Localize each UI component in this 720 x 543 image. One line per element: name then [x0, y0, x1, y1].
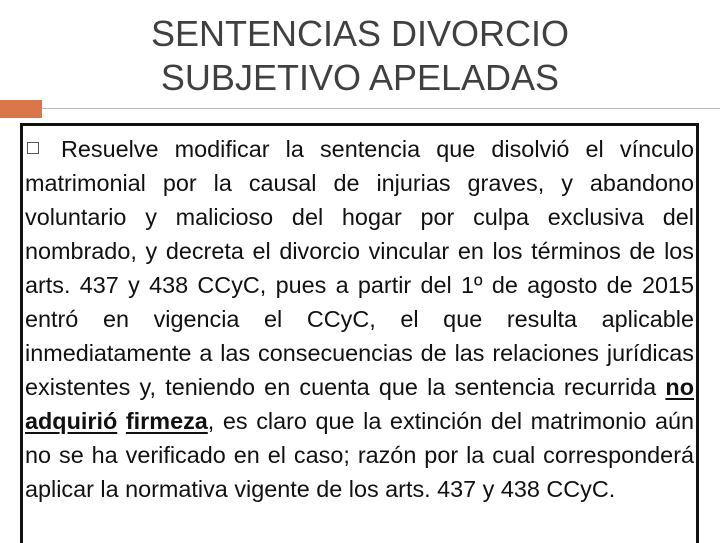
slide-title	[60, 12, 660, 100]
square-bullet-icon	[27, 142, 39, 154]
emphasis-no-adquirio: no adquirió	[25, 374, 694, 434]
paragraph-text-2: , es claro que la extinción del matrimonio aún no se ha verificado en el caso; razón por la cual corresponderá aplicar la normativa	[25, 408, 694, 502]
emphasis-firmeza: firmeza	[125, 408, 208, 434]
accent-block	[0, 100, 42, 118]
divider-line	[42, 108, 720, 109]
body-paragraph	[23, 126, 696, 506]
slide-title-line2: SUBJETIVO APELADAS	[160, 57, 560, 98]
paragraph-text-cut: vigente de los arts. 437 y 438 CCyC.	[234, 476, 616, 502]
slide-title-line1: SENTENCIAS DIVORCIO	[150, 13, 570, 54]
paragraph-space	[117, 408, 126, 434]
title-divider	[0, 100, 720, 118]
content-box	[20, 123, 699, 543]
paragraph-text-1: Resuelve modificar la sentencia que disolvió el vínculo matrimonial por la causal de injurias graves, y abandono voluntario y malicioso del hogar por culpa exclusiva del nombrado, y decreta el divorcio vincular en los términos de los arts. 437 y 438 CCyC, pues a partir del 1º de agosto de 2015 entró en vigencia el CCyC, el que resulta aplicable inmediatamente a las consecuencias de las relaciones jurídicas existentes y, teniendo en cuenta que la sentencia recurrida	[25, 136, 694, 400]
